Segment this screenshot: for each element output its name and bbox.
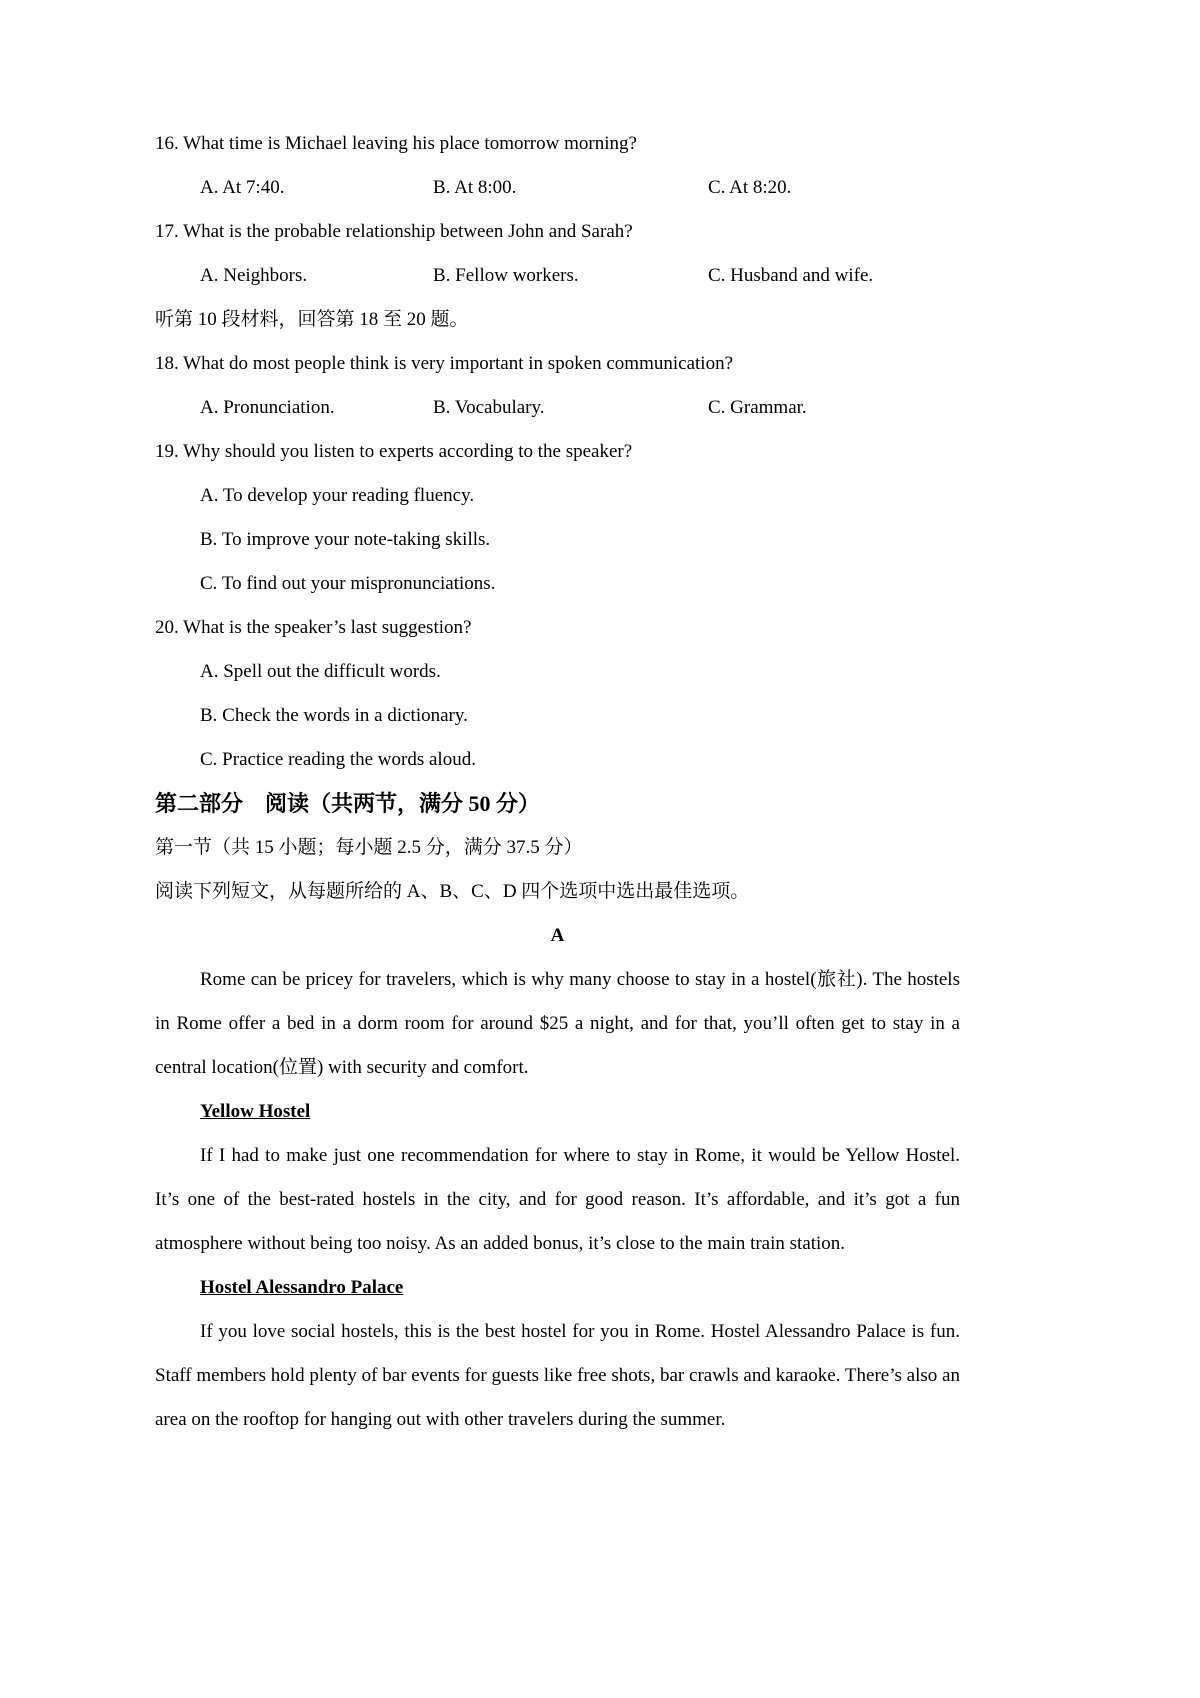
passage-a-label: A bbox=[550, 925, 565, 946]
question-17-options bbox=[155, 254, 960, 298]
question-18-options bbox=[155, 386, 960, 430]
section-2-subtitle: 第一节（共 15 小题；每小题 2.5 分，满分 37.5 分） bbox=[155, 837, 583, 858]
question-19-text: 19. Why should you listen to experts according to the speaker? bbox=[155, 441, 633, 462]
question-17-option-b: B. Fellow workers. bbox=[433, 265, 579, 286]
listening-section-note: 听第 10 段材料，回答第 18 至 20 题。 bbox=[155, 309, 469, 330]
question-20-option-a: A. Spell out the difficult words. bbox=[200, 661, 441, 682]
question-16-option-c: C. At 8:20. bbox=[708, 177, 792, 198]
hostel-1-heading bbox=[155, 1090, 960, 1134]
section-2-instruction: 阅读下列短文，从每题所给的 A、B、C、D 四个选项中选出最佳选项。 bbox=[155, 881, 750, 902]
hostel-2-heading bbox=[155, 1266, 960, 1310]
question-17-option-c: C. Husband and wife. bbox=[708, 265, 874, 286]
question-16-option-b: B. At 8:00. bbox=[433, 177, 517, 198]
question-18-option-c: C. Grammar. bbox=[708, 397, 807, 418]
passage-a-intro: Rome can be pricey for travelers, which is why many choose to stay in a hostel(旅社). The hostels in Rome offer a bed in a dorm room for around $25 a night, and for that, you’ll often get to stay in a central location(位置) with security and comfort. bbox=[155, 969, 960, 1078]
question-19-option-b: B. To improve your note-taking skills. bbox=[200, 529, 491, 550]
question-19-option-c: C. To find out your mispronunciations. bbox=[200, 573, 496, 594]
question-17-text: 17. What is the probable relationship between John and Sarah? bbox=[155, 221, 633, 242]
question-20-text: 20. What is the speaker’s last suggestion? bbox=[155, 617, 472, 638]
hostel-1-paragraph: If I had to make just one recommendation for where to stay in Rome, it would be Yellow Hostel. It’s one of the best-rated hostels in the city, and for good reason. It’s affordable, and it’s got a fun atmosphere without being too noisy. As an added bonus, it’s close to the main train station. bbox=[155, 1145, 960, 1254]
hostel-1-title: Yellow Hostel bbox=[200, 1101, 311, 1122]
question-18-option-a: A. Pronunciation. bbox=[200, 397, 335, 418]
hostel-2-paragraph: If you love social hostels, this is the best hostel for you in Rome. Hostel Alessandro Palace is fun. Staff members hold plenty of bar events for guests like free shots, bar crawls and karaoke. There’s also an area on the rooftop for hanging out with other travelers during the summer. bbox=[155, 1321, 960, 1430]
question-16-option-a: A. At 7:40. bbox=[200, 177, 285, 198]
hostel-2-title: Hostel Alessandro Palace bbox=[200, 1277, 404, 1298]
section-2-title: 第二部分 阅读（共两节，满分 50 分） bbox=[155, 791, 541, 816]
question-16-text: 16. What time is Michael leaving his place tomorrow morning? bbox=[155, 133, 637, 154]
question-20-option-b: B. Check the words in a dictionary. bbox=[200, 705, 468, 726]
question-17-option-a: A. Neighbors. bbox=[200, 265, 308, 286]
question-18-text: 18. What do most people think is very important in spoken communication? bbox=[155, 353, 733, 374]
question-20-option-c: C. Practice reading the words aloud. bbox=[200, 749, 476, 770]
question-19-option-a: A. To develop your reading fluency. bbox=[200, 485, 475, 506]
question-16-options bbox=[155, 166, 960, 210]
question-18-option-b: B. Vocabulary. bbox=[433, 397, 545, 418]
